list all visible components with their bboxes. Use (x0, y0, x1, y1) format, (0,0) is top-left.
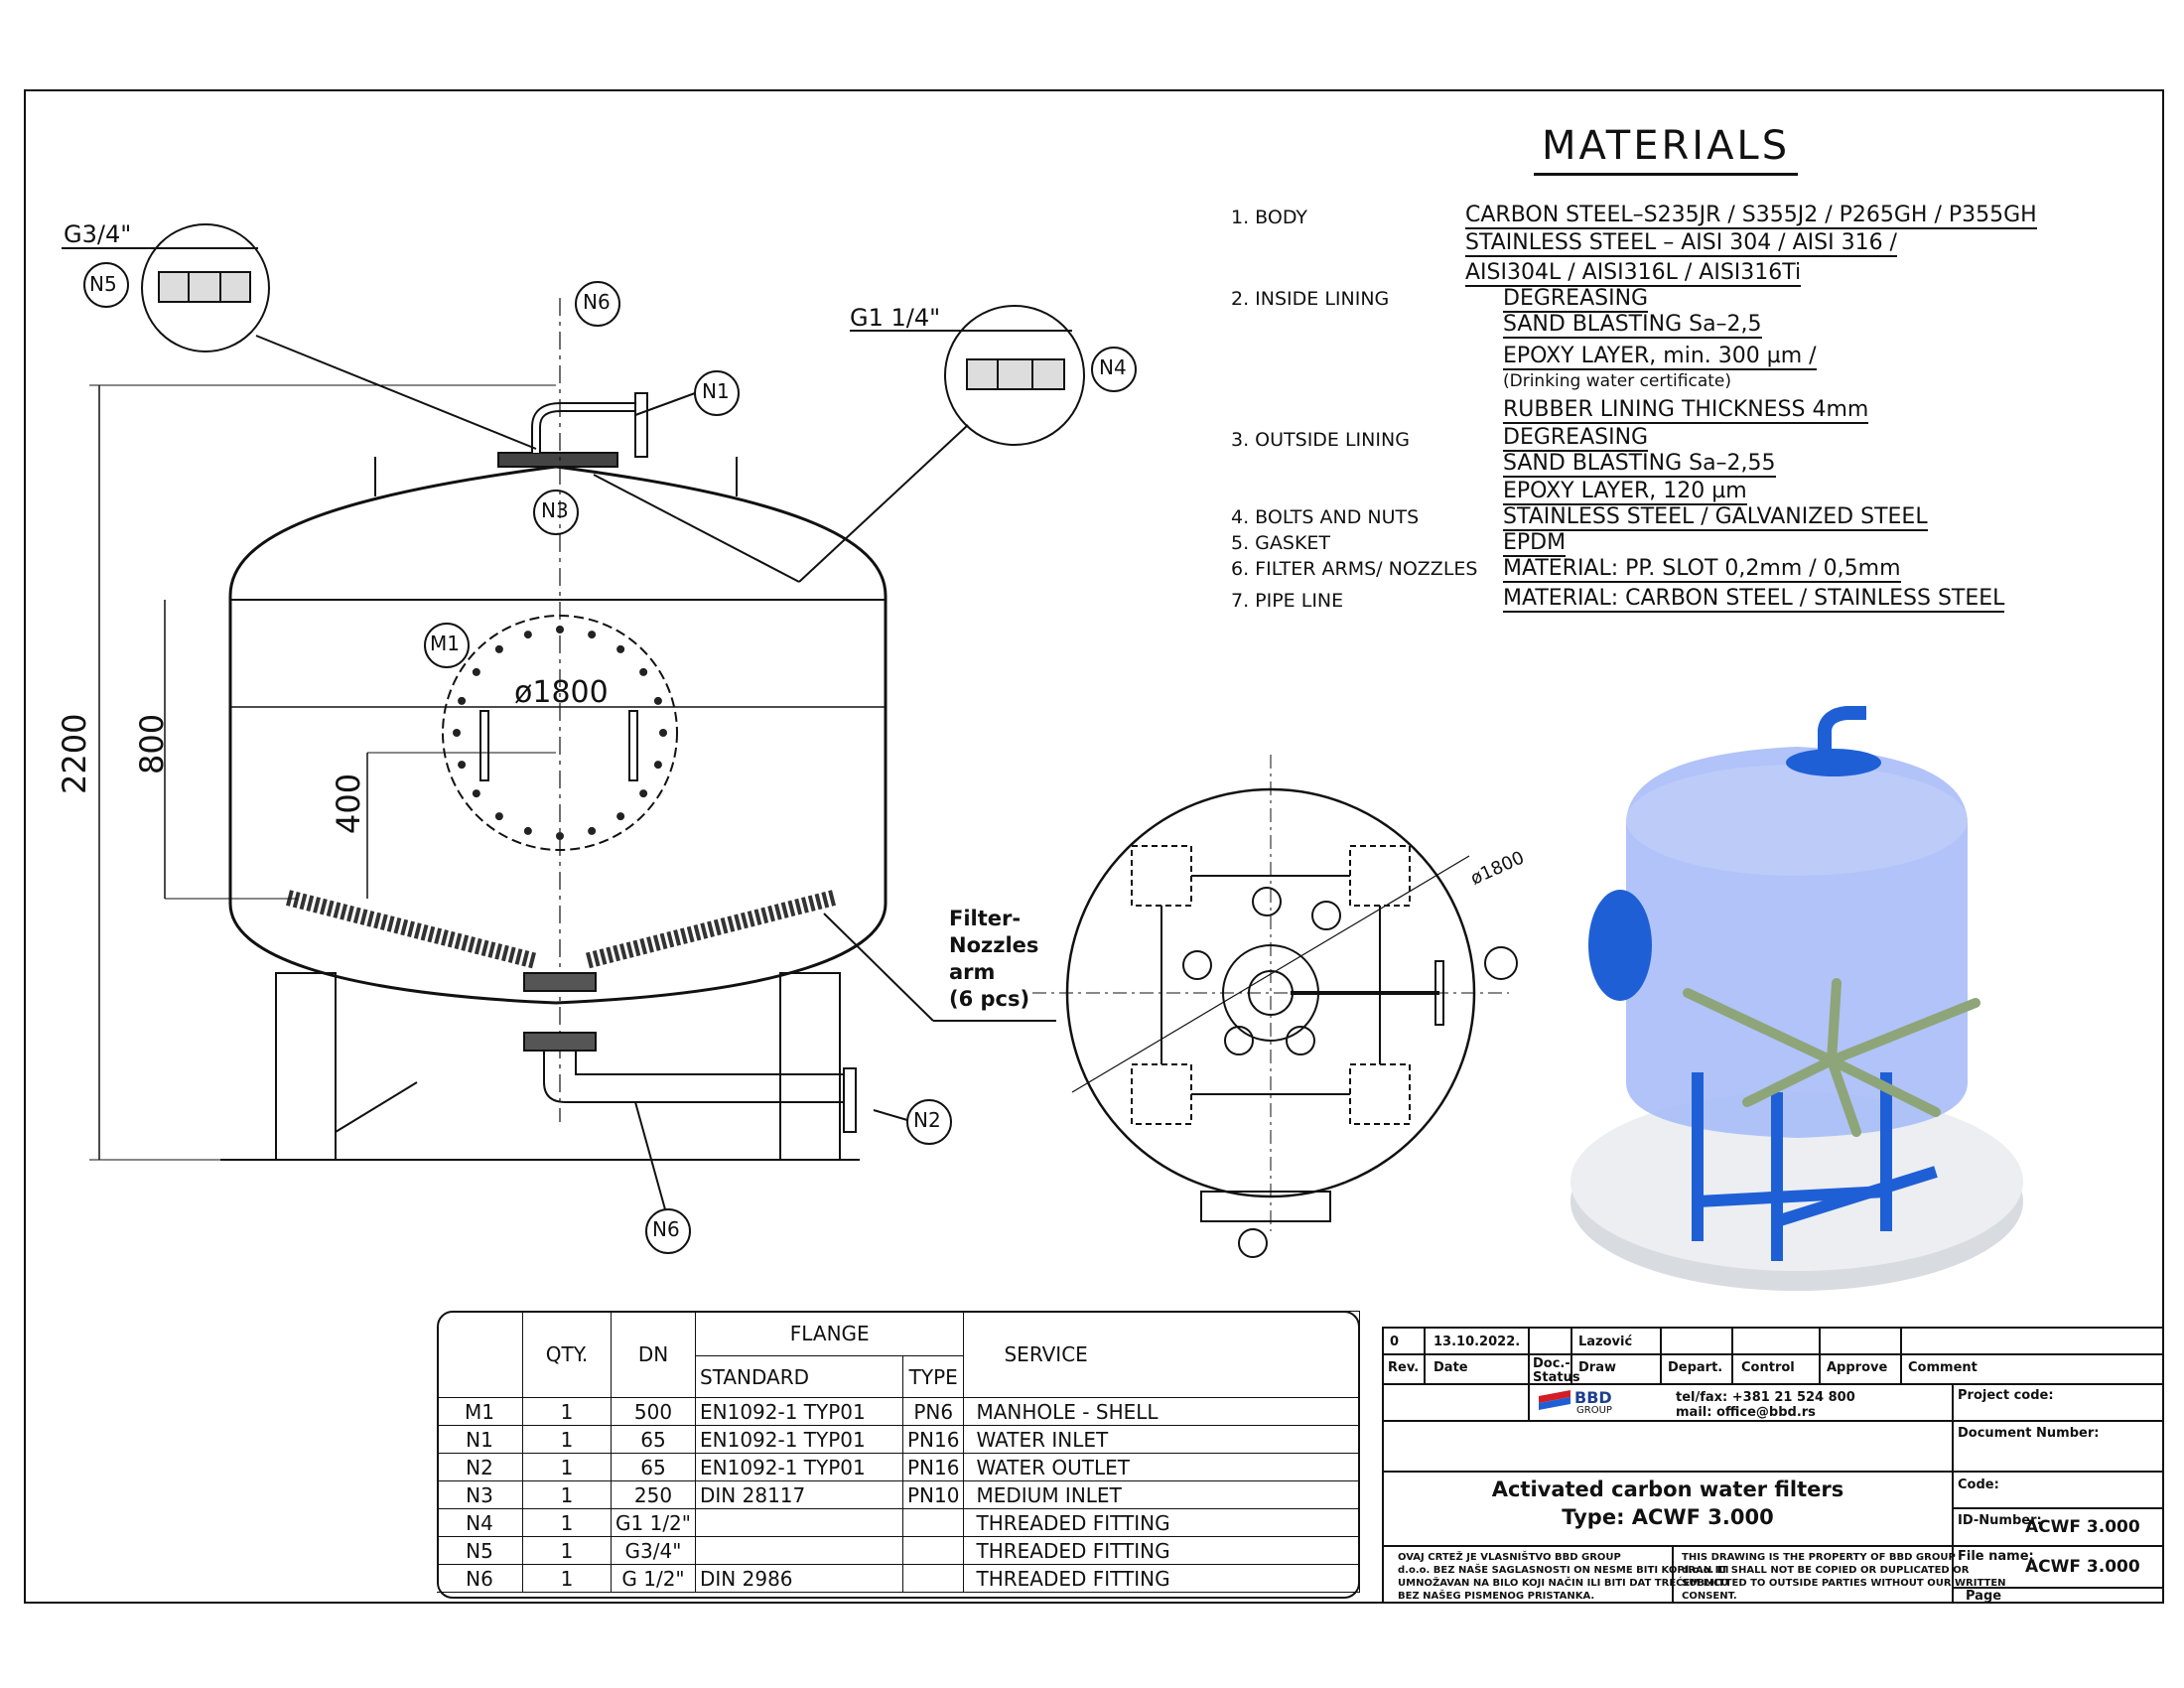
plan-diameter: ø1800 (1467, 847, 1528, 890)
nozzle-table (437, 1311, 1360, 1593)
cell-service: MANHOLE - SHELL (964, 1398, 1360, 1426)
filter-arm-right (586, 898, 834, 961)
dim-800: 800 (133, 713, 171, 774)
thread-n4: G1 1/4" (850, 304, 941, 332)
tag-n6-bottom: N6 (652, 1217, 680, 1241)
vessel-shell (230, 467, 886, 1003)
cell-standard: EN1092-1 TYP01 (696, 1426, 903, 1454)
tb-head-status: Status (1533, 1370, 1580, 1385)
material-label: 4. BOLTS AND NUTS (1231, 506, 1420, 528)
material-label: 6. FILTER ARMS/ NOZZLES (1231, 558, 1478, 580)
notice-en: THIS DRAWING IS THE PROPERTY OF BBD GROUP d.o.o. IT SHALL NOT BE COPIED OR DUPLICATED OR SUBMITTED TO OUTSIDE PARTIES WITHOUT OUR WRITTEN CONSENT. (1682, 1552, 2006, 1602)
tb-head-depart: Depart. (1668, 1360, 1723, 1375)
tb-file-name: ACWF 3.000 (2025, 1557, 2140, 1577)
manhole-bolt (654, 761, 662, 769)
manhole-bolt (616, 645, 624, 653)
material-value: STAINLESS STEEL – AISI 304 / AISI 316 / (1465, 230, 1897, 255)
header-dn: DN (612, 1312, 696, 1398)
manhole-bolt (659, 729, 667, 737)
cell-type (903, 1537, 964, 1565)
cell-type: PN16 (903, 1426, 964, 1454)
tag-n1: N1 (702, 379, 730, 403)
table-row (437, 1426, 1360, 1454)
cell-tag: N5 (437, 1537, 523, 1565)
material-value: DEGREASING (1503, 425, 1649, 450)
material-value: CARBON STEEL–S235JR / S355J2 / P265GH / P355GH (1465, 203, 2037, 227)
cell-standard: EN1092-1 TYP01 (696, 1398, 903, 1426)
cell-standard: DIN 2986 (696, 1565, 903, 1593)
manhole-bolt (639, 789, 647, 797)
tb-head-rev: Rev. (1388, 1360, 1420, 1375)
manhole-bolt (473, 668, 480, 676)
cell-tag: N2 (437, 1454, 523, 1481)
table-row (437, 1481, 1360, 1509)
table-row (437, 1565, 1360, 1593)
manhole-bolt (473, 789, 480, 797)
cell-dn: 65 (612, 1454, 696, 1481)
manhole-bolt (639, 668, 647, 676)
cell-standard: EN1092-1 TYP01 (696, 1454, 903, 1481)
cell-qty: 1 (523, 1537, 612, 1565)
cell-tag: N3 (437, 1481, 523, 1509)
company-name: BBD (1574, 1388, 1612, 1407)
manhole-bolt (495, 812, 503, 820)
dim-400: 400 (330, 773, 367, 834)
cell-tag: N4 (437, 1509, 523, 1537)
filter-note: Filter- Nozzles arm (6 pcs) (949, 907, 1039, 1011)
material-label: 2. INSIDE LINING (1231, 288, 1390, 310)
tag-n6-top: N6 (583, 290, 611, 314)
cell-type: PN10 (903, 1481, 964, 1509)
material-value: MATERIAL: PP. SLOT 0,2mm / 0,5mm (1503, 556, 1901, 581)
company-logo (1537, 1388, 1572, 1414)
material-value: SAND BLASTING Sa–2,55 (1503, 451, 1776, 476)
cell-dn: G1 1/2" (612, 1509, 696, 1537)
product-title-block (1384, 1476, 1952, 1531)
cell-qty: 1 (523, 1565, 612, 1593)
product-title: Activated carbon water filters (1491, 1477, 1844, 1501)
dim-height: 2200 (56, 713, 93, 794)
cell-standard (696, 1537, 903, 1565)
material-value: EPOXY LAYER, 120 µm (1503, 479, 1747, 503)
tag-n4-detail: N4 (1099, 355, 1127, 379)
manhole-bolt (556, 626, 564, 633)
header-standard: STANDARD (696, 1356, 903, 1398)
cell-type (903, 1509, 964, 1537)
cell-type: PN16 (903, 1454, 964, 1481)
material-value: SAND BLASTING Sa–2,5 (1503, 312, 1762, 337)
cell-qty: 1 (523, 1454, 612, 1481)
notice-sr: OVAJ CRTEŽ JE VLASNIŠTVO BBD GROUP d.o.o. BEZ NAŠE SAGLASNOSTI ON NESME BITI KOPIRAN ILI UMNOŽAVAN NA BILO KOJI NAČIN ILI BITI DAT TREĆEM LICU BEZ NAŠEG PISMENOG PRISTANKA. (1398, 1552, 1729, 1602)
cell-service: THREADED FITTING (964, 1537, 1360, 1565)
vessel-3d-render (1570, 713, 2023, 1291)
manhole-bolt (453, 729, 461, 737)
material-value: EPDM (1503, 530, 1567, 555)
tag-n3: N3 (541, 498, 569, 522)
cell-dn: G 1/2" (612, 1565, 696, 1593)
manhole-bolt (556, 832, 564, 840)
tb-file-name-label: File name: (1958, 1549, 2034, 1564)
cell-tag: N6 (437, 1565, 523, 1593)
manhole-bolt (588, 827, 596, 835)
cell-type: PN6 (903, 1398, 964, 1426)
cell-type (903, 1565, 964, 1593)
manhole-bolt (524, 827, 532, 835)
cell-qty: 1 (523, 1481, 612, 1509)
header-flange: FLANGE (696, 1312, 964, 1356)
cell-dn: 250 (612, 1481, 696, 1509)
tb-head-approve: Approve (1827, 1360, 1888, 1375)
manhole-bolt (458, 697, 466, 705)
tag-n5-detail: N5 (89, 272, 117, 296)
material-label: 3. OUTSIDE LINING (1231, 429, 1410, 451)
material-label: 1. BODY (1231, 207, 1308, 228)
tb-head-draw: Draw (1578, 1360, 1616, 1375)
cell-dn: G3/4" (612, 1537, 696, 1565)
thread-n5: G3/4" (64, 220, 132, 248)
material-label: 7. PIPE LINE (1231, 590, 1344, 612)
top-flange (498, 453, 617, 467)
material-value: AISI304L / AISI316L / AISI316Ti (1465, 260, 1802, 285)
cell-qty: 1 (523, 1398, 612, 1426)
tb-head-control: Control (1741, 1360, 1795, 1375)
tb-project-code: Project code: (1958, 1388, 2054, 1403)
cell-standard: DIN 28117 (696, 1481, 903, 1509)
tag-m1: M1 (430, 632, 460, 655)
tb-head-date: Date (1433, 1360, 1468, 1375)
cell-standard (696, 1509, 903, 1537)
tb-head-comment: Comment (1908, 1360, 1978, 1375)
cell-tag: M1 (437, 1398, 523, 1426)
cell-service: WATER INLET (964, 1426, 1360, 1454)
header-qty: QTY. (523, 1312, 612, 1398)
manhole-bolt (616, 812, 624, 820)
tag-n2: N2 (913, 1108, 941, 1132)
cell-dn: 500 (612, 1398, 696, 1426)
table-row (437, 1454, 1360, 1481)
manhole-bolt (654, 697, 662, 705)
tb-code: Code: (1958, 1477, 1999, 1492)
material-value: DEGREASING (1503, 286, 1649, 311)
tb-head-doc: Doc.- (1533, 1356, 1570, 1371)
cell-qty: 1 (523, 1426, 612, 1454)
cell-dn: 65 (612, 1426, 696, 1454)
material-value: MATERIAL: CARBON STEEL / STAINLESS STEEL (1503, 586, 2005, 611)
manhole-bolt (495, 645, 503, 653)
cell-service: MEDIUM INLET (964, 1481, 1360, 1509)
filter-arm-left (288, 898, 536, 961)
product-type: Type: ACWF 3.000 (1562, 1505, 1774, 1529)
tb-draw: Lazović (1578, 1335, 1633, 1349)
manhole-bolt (458, 761, 466, 769)
material-value: STAINLESS STEEL / GALVANIZED STEEL (1503, 504, 1928, 529)
title-block (1382, 1327, 2164, 1604)
cell-tag: N1 (437, 1426, 523, 1454)
tb-page: Page (1966, 1589, 2002, 1604)
tb-date: 13.10.2022. (1433, 1335, 1521, 1349)
manhole-bolt (524, 631, 532, 638)
cell-qty: 1 (523, 1509, 612, 1537)
tb-tel: tel/fax: +381 21 524 800 (1676, 1390, 1855, 1405)
header-service: SERVICE (964, 1312, 1360, 1398)
table-row (437, 1537, 1360, 1565)
cell-service: THREADED FITTING (964, 1509, 1360, 1537)
material-value: RUBBER LINING THICKNESS 4mm (1503, 397, 1869, 422)
material-value: EPOXY LAYER, min. 300 µm / (1503, 344, 1817, 368)
company-group: GROUP (1576, 1405, 1612, 1416)
tb-mail: mail: office@bbd.rs (1676, 1405, 1816, 1420)
cell-service: THREADED FITTING (964, 1565, 1360, 1593)
tb-id-number-label: ID-Number: (1958, 1513, 2042, 1528)
manhole-bolt (588, 631, 596, 638)
material-value: (Drinking water certificate) (1503, 371, 1731, 391)
material-label: 5. GASKET (1231, 532, 1331, 554)
table-row (437, 1509, 1360, 1537)
tb-rev: 0 (1390, 1335, 1400, 1349)
dim-diameter: ø1800 (514, 675, 609, 710)
tb-document-number: Document Number: (1958, 1426, 2100, 1441)
tb-id-number: ACWF 3.000 (2025, 1517, 2140, 1537)
table-row (437, 1398, 1360, 1426)
materials-title: MATERIALS (1534, 123, 1798, 176)
header-type: TYPE (903, 1356, 964, 1398)
cell-service: WATER OUTLET (964, 1454, 1360, 1481)
